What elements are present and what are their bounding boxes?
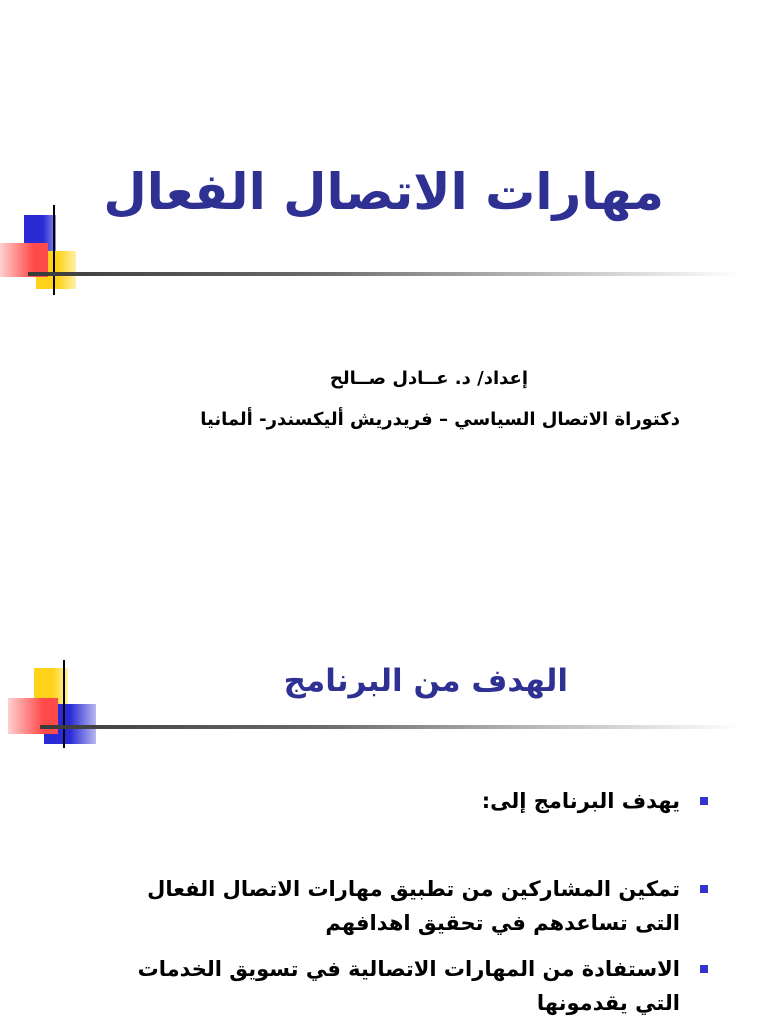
bullet-text: يهدف البرنامج إلى:: [481, 789, 680, 813]
list-item: [98, 872, 708, 940]
vertical-line: [53, 205, 55, 295]
bullet-icon: [700, 965, 708, 973]
title-rule: [40, 725, 740, 729]
list-item: [98, 952, 708, 1020]
bullet-icon: [700, 885, 708, 893]
bullet-text: الاستفادة من المهارات الاتصالية في تسويق الخدمات التي يقدمونها: [137, 957, 680, 1015]
slide-decoration: [0, 205, 100, 295]
slide-decoration: [8, 660, 108, 750]
author-line: إعداد/ د. عــادل صــالح: [329, 368, 528, 389]
title-rule: [28, 272, 740, 276]
vertical-line: [63, 660, 65, 748]
bullet-text: تمكين المشاركين من تطبيق مهارات الاتصال الفعال التى تساعدهم في تحقيق اهدافهم: [147, 877, 680, 935]
slide-title: الهدف من البرنامج: [283, 663, 568, 699]
bullet-icon: [700, 797, 708, 805]
list-item: [98, 784, 708, 818]
credential-line: دكتوراة الاتصال السياسي – فريدريش أليكسندر- ألمانيا: [200, 409, 680, 430]
bullet-list: [98, 784, 708, 1020]
slide-title: مهارات الاتصال الفعال: [103, 163, 664, 221]
